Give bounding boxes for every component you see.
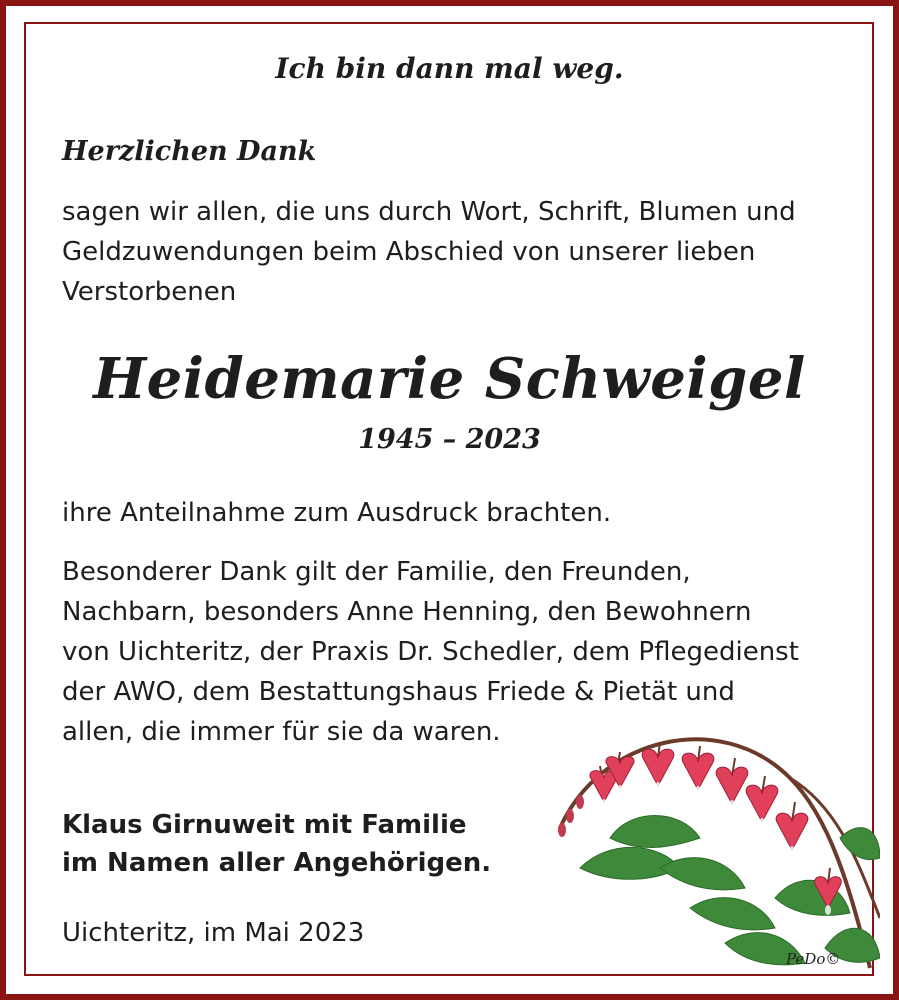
signature — [62, 806, 491, 882]
artist-signature: PeDo© — [786, 950, 841, 968]
thanks-line: von Uichteritz, der Praxis Dr. Schedler, dem Pflegedienst — [62, 637, 799, 667]
intro-text — [62, 192, 852, 312]
life-dates: 1945 – 2023 — [358, 424, 541, 455]
signature-line: im Namen aller Angehörigen. — [62, 848, 492, 878]
intro-line: Verstorbenen — [62, 277, 237, 307]
deceased-name: Heidemarie Schweigel — [93, 346, 806, 412]
place-date: Uichteritz, im Mai 2023 — [62, 918, 365, 948]
motto: Ich bin dann mal weg. — [275, 52, 624, 85]
thanks-line: Nachbarn, besonders Anne Henning, den Bewohnern — [62, 597, 752, 627]
thanks-line: Besonderer Dank gilt der Familie, den Freunden, — [62, 557, 691, 587]
intro-line: sagen wir allen, die uns durch Wort, Schrift, Blumen und — [62, 197, 796, 227]
bleeding-heart-flower-icon — [540, 718, 880, 976]
thanks-line: allen, die immer für sie da waren. — [62, 717, 501, 747]
sympathy-line: ihre Anteilnahme zum Ausdruck brachten. — [62, 498, 612, 528]
greeting-heading: Herzlichen Dank — [62, 136, 317, 167]
intro-line: Geldzuwendungen beim Abschied von unserer lieben — [62, 237, 756, 267]
signature-line: Klaus Girnuweit mit Familie — [62, 810, 467, 840]
thanks-line: der AWO, dem Bestattungshaus Friede & Pietät und — [62, 677, 735, 707]
